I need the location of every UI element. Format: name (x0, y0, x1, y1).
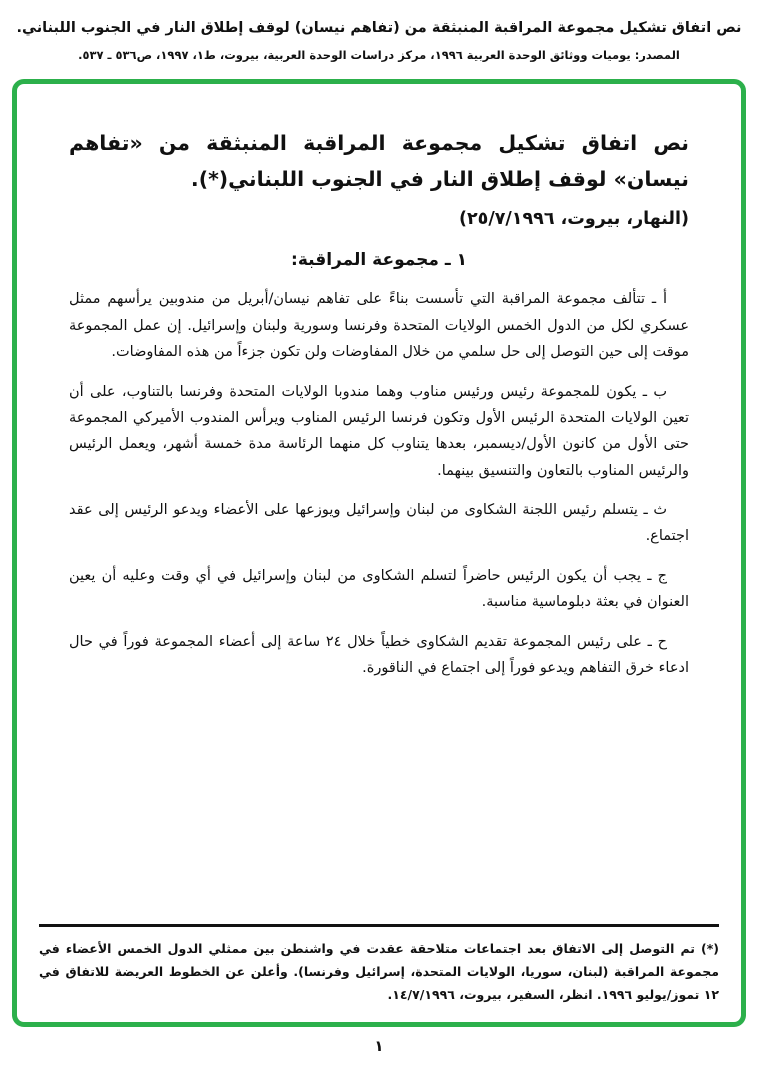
document-subtitle: (النهار، بيروت، ٢٥/٧/١٩٩٦) (458, 209, 689, 230)
header-title: نص اتفاق تشكيل مجموعة المراقبة المنبثقة من (تفاهم نيسان) لوقف إطلاق النار في الجنوب اللبناني. (16, 20, 742, 36)
paragraph-j: ج ـ يجب أن يكون الرئيس حاضراً لتسلم الشكاوى من لبنان وإسرائيل في أي وقت وعليه أن يعين العنوان في بعثة دبلوماسية مناسبة. (69, 567, 689, 611)
page-header (0, 0, 758, 63)
footnote-text: (*) تم التوصل إلى الاتفاق بعد اجتماعات متلاحقة عقدت في واشنطن بين ممثلي الدول الخمس الأعضاء في مجموعة المراقبة (لبنان، سوريا، الولايات المتحدة، إسرائيل وفرنسا). وأعلن عن الخطوط العريضة للاتفاق في ١٢ تموز/يوليو ١٩٩٦. انظر، السفير، بيروت، ١٤/٧/١٩٩٦. (39, 941, 719, 1003)
paragraph-th: ث ـ يتسلم رئيس اللجنة الشكاوى من لبنان وإسرائيل ويوزعها على الأعضاء ويدعو الرئيس إلى عقد اجتماع. (69, 502, 689, 545)
paragraph-b: ب ـ يكون للمجموعة رئيس ورئيس مناوب وهما مندوبا الولايات المتحدة وفرنسا بالتناوب، على أن تعين الولايات المتحدة الرئيس الأول وتكون فرنسا الرئيس المناوب ويرأس المندوب الأميركي المجموعة حتى الأول من كانون الأول/ديسمبر، بعدها يتناوب كل منهما الرئاسة مدة خمسة أشهر، ويعمل الرئيس والرئيس المناوب بالتعاون والتنسيق بينهما. (69, 383, 689, 479)
section-heading: ١ ـ مجموعة المراقبة: (291, 250, 467, 271)
footnote-area (39, 924, 719, 1006)
document-body (69, 286, 689, 681)
footnote-divider (39, 924, 719, 927)
paragraph-h: ح ـ على رئيس المجموعة تقديم الشكاوى خطياً خلال ٢٤ ساعة إلى أعضاء المجموعة فوراً في حال ادعاء خرق التفاهم ويدعو فوراً إلى اجتماع في الناقورة. (69, 633, 689, 676)
header-source: المصدر: يوميات ووثائق الوحدة العربية ١٩٩٦، مركز دراسات الوحدة العربية، بيروت، ط١، ١٩٩٧، ص٥٣٦ ـ ٥٣٧. (78, 48, 680, 63)
document-title: نص اتفاق تشكيل مجموعة المراقبة المنبثقة من «تفاهم نيسان» لوقف إطلاق النار في الجنوب اللبناني(*). (69, 131, 689, 192)
document-frame (12, 79, 746, 1027)
page-number: ١ (374, 1037, 384, 1056)
paragraph-a: أ ـ تتألف مجموعة المراقبة التي تأسست بناءً على تفاهم نيسان/أبريل من مندوبين يرأسهم ممثل عسكري لكل من الدول الخمس الولايات المتحدة وفرنسا وسورية ولبنان وإسرائيل. إن عمل المجموعة موقت إلى حين التوصل إلى حل سلمي من خلال المفاوضات ولن تكون جزءاً من هذه المفاوضات. (69, 291, 689, 361)
